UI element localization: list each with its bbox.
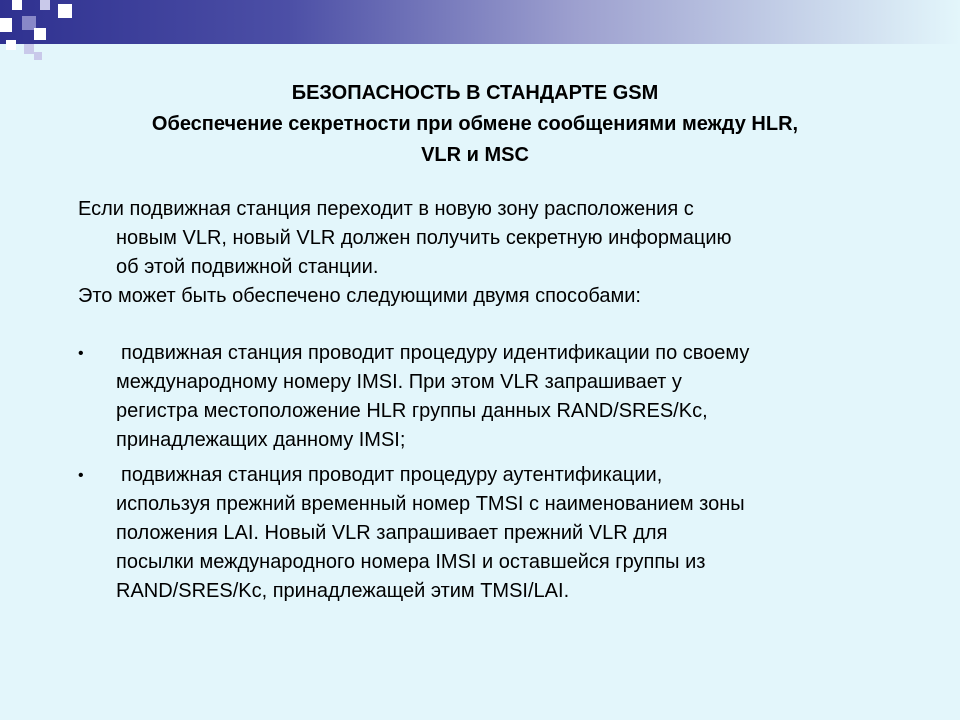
bullet-line: международному номеру IMSI. При этом VLR запрашивает у	[116, 371, 682, 393]
intro-line: Если подвижная станция переходит в новую зону расположения с	[78, 198, 694, 220]
bullet-icon: •	[78, 345, 84, 362]
title-heading: БЕЗОПАСНОСТЬ В СТАНДАРТЕ GSM	[291, 82, 659, 104]
decor-square	[34, 52, 42, 60]
bullet-line: регистра местоположение HLR группы данных RAND/SRES/Kc,	[116, 400, 708, 422]
lead-paragraph: Это может быть обеспечено следующими двумя способами:	[78, 285, 641, 307]
decor-square	[0, 18, 12, 32]
decor-square	[24, 44, 34, 54]
slide-body	[78, 195, 878, 606]
intro-line: новым VLR, новый VLR должен получить секретную информацию	[116, 227, 732, 249]
title-subheading: Обеспечение секретности при обмене сообщениями между HLR,	[151, 113, 799, 135]
bullet-line: положения LAI. Новый VLR запрашивает прежний VLR для	[116, 522, 668, 544]
bullet-item	[78, 339, 878, 455]
bullet-line: посылки международного номера IMSI и оставшейся группы из	[116, 551, 706, 573]
bullet-line: принадлежащих данному IMSI;	[116, 429, 406, 451]
intro-paragraph	[78, 195, 878, 282]
title-subheading-cont: VLR и MSC	[421, 144, 529, 166]
decor-square	[34, 28, 46, 40]
decor-square	[40, 0, 50, 10]
bullet-item	[78, 461, 878, 606]
bullet-icon: •	[78, 467, 84, 484]
slide-title	[60, 78, 890, 171]
decor-square	[6, 40, 16, 50]
bullet-line: подвижная станция проводит процедуру идентификации по своему	[121, 342, 750, 364]
decor-square	[58, 4, 72, 18]
bullet-line: RAND/SRES/Kc, принадлежащей этим TMSI/LAI.	[116, 580, 570, 602]
intro-line: об этой подвижной станции.	[116, 256, 379, 278]
header-gradient-bar	[0, 0, 960, 44]
bullet-line: подвижная станция проводит процедуру аутентификации,	[121, 464, 663, 486]
bullet-line: используя прежний временный номер TMSI с наименованием зоны	[116, 493, 745, 515]
decor-square	[12, 0, 22, 10]
